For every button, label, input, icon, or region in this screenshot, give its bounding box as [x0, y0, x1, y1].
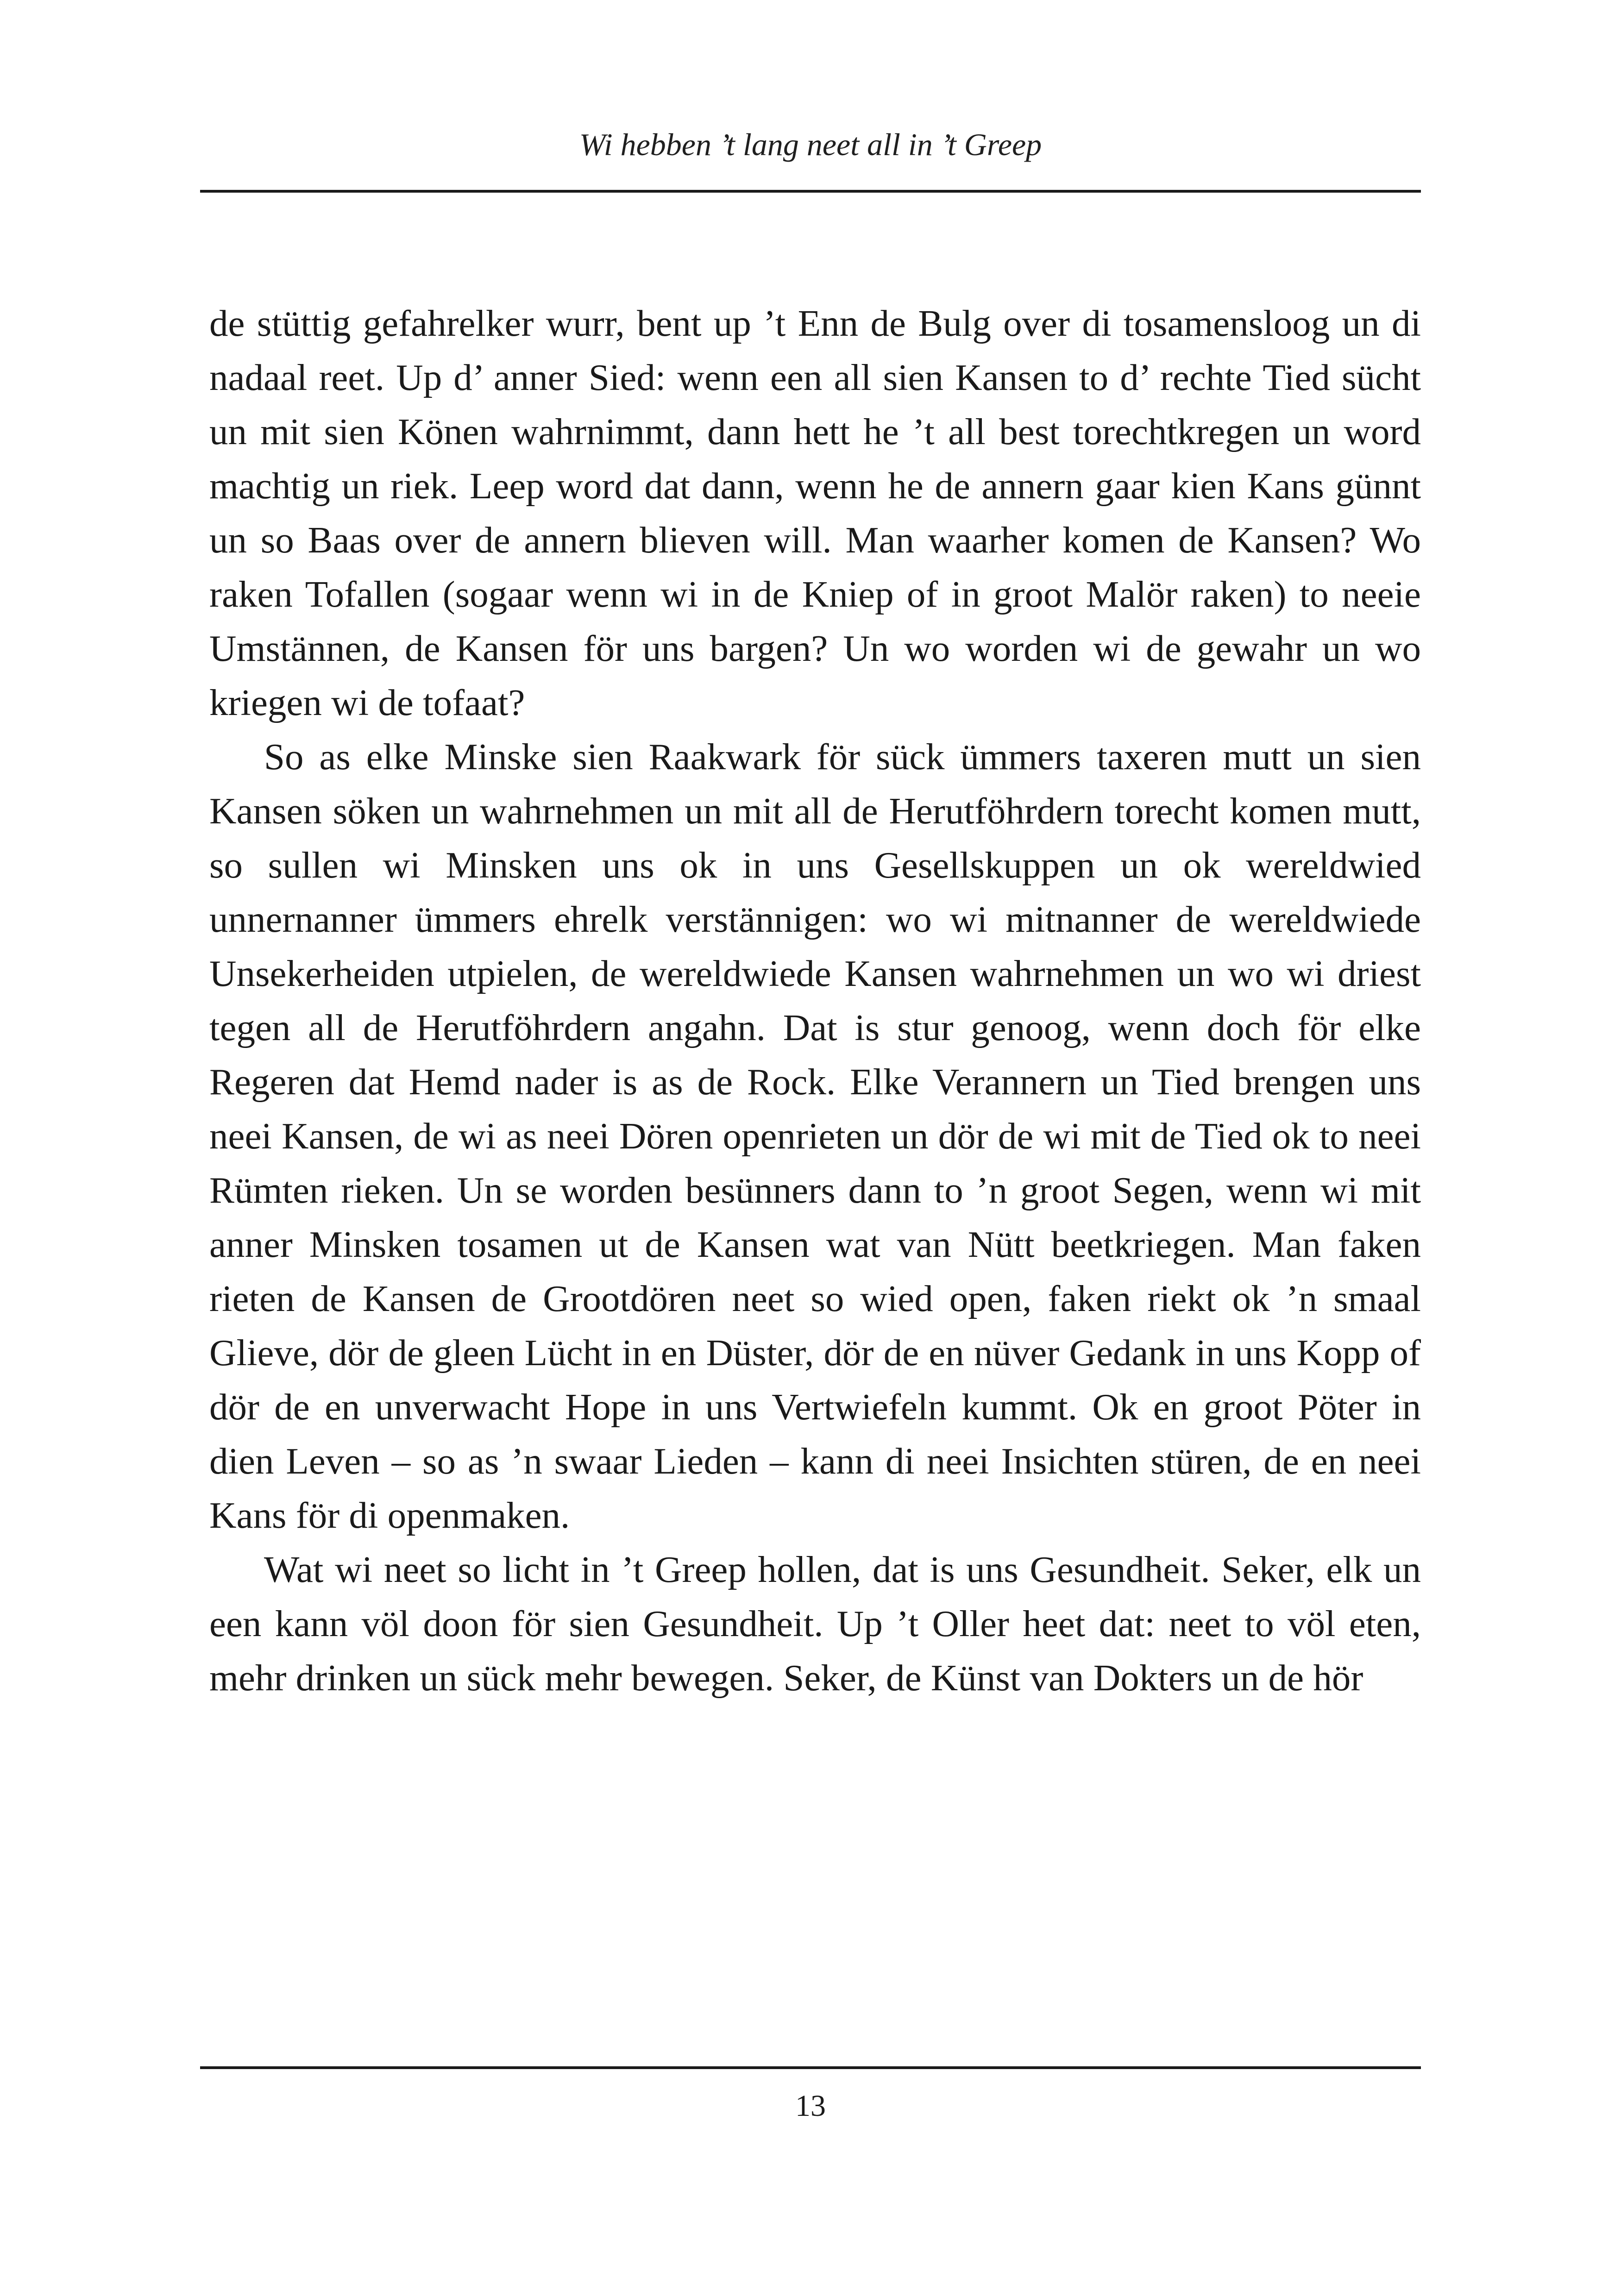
paragraph-1: de stüttig gefahrelker wurr, bent up ’t Enn de Bulg over di tosamensloog un di nadaal reet. Up d’ anner Sied: wenn een all sien Kansen to d’ rechte Tied sücht un mit sien Könen wahrnimmt, dann hett he ’t all best torechtkregen un word machtig un riek. Leep word dat dann, wenn he de annern gaar kien Kans günnt un so Baas over de annern blieven will. Man waarher komen de Kansen? Wo raken Tofallen (sogaar wenn wi in de Kniep of in groot Malör raken) to neeie Umstännen, de Kansen för uns bargen? Un wo worden wi de gewahr un wo kriegen wi de tofaat? — [209, 302, 1421, 723]
footer-divider — [200, 2066, 1421, 2069]
page-number: 13 — [795, 2089, 826, 2123]
running-header: Wi hebben ’t lang neet all in ’t Greep — [579, 127, 1042, 162]
header-divider — [200, 190, 1421, 193]
paragraph-3: Wat wi neet so licht in ’t Greep hollen, dat is uns Gesundheit. Seker, elk un een kann völ doon för sien Gesundheit. Up ’t Oller heet dat: neet to völ eten, mehr drinken un sück mehr bewegen. Seker, de Künst van Dokters un de hör — [209, 1549, 1421, 1699]
paragraph-2: So as elke Minske sien Raakwark för sück ümmers taxeren mutt un sien Kansen söken un wahrnehmen un mit all de Herutföhrdern torecht komen mutt, so sullen wi Minsken uns ok in uns Gesellskuppen un ok wereldwied unnernanner ümmers ehrelk verstännigen: wo wi mitnanner de wereldwiede Unsekerheiden utpielen, de wereldwiede Kansen wahrnehmen un wo wi driest tegen all de Herutföhrdern angahn. Dat is stur genoog, wenn doch för elke Regeren dat Hemd nader is as de Rock. Elke Verannern un Tied brengen uns neei Kansen, de wi as neei Dören openrieten un dör de wi mit de Tied ok to neei Rümten rieken. Un se worden besünners dann to ’n groot Segen, wenn wi mit anner Minsken tosamen ut de Kansen wat van Nütt beetkriegen. Man faken rieten de Kansen de Grootdören neet so wied open, faken riekt ok ’n smaal Glieve, dör de gleen Lücht in en Düster, dör de en nüver Gedank in uns Kopp of dör de en unverwacht Hope in uns Vertwiefeln kummt. Ok en groot Pöter in dien Leven – so as ’n swaar Lieden – kann di neei Insichten stüren, de en neei Kans för di openmaken. — [209, 736, 1421, 1536]
body-text — [209, 296, 1421, 1705]
